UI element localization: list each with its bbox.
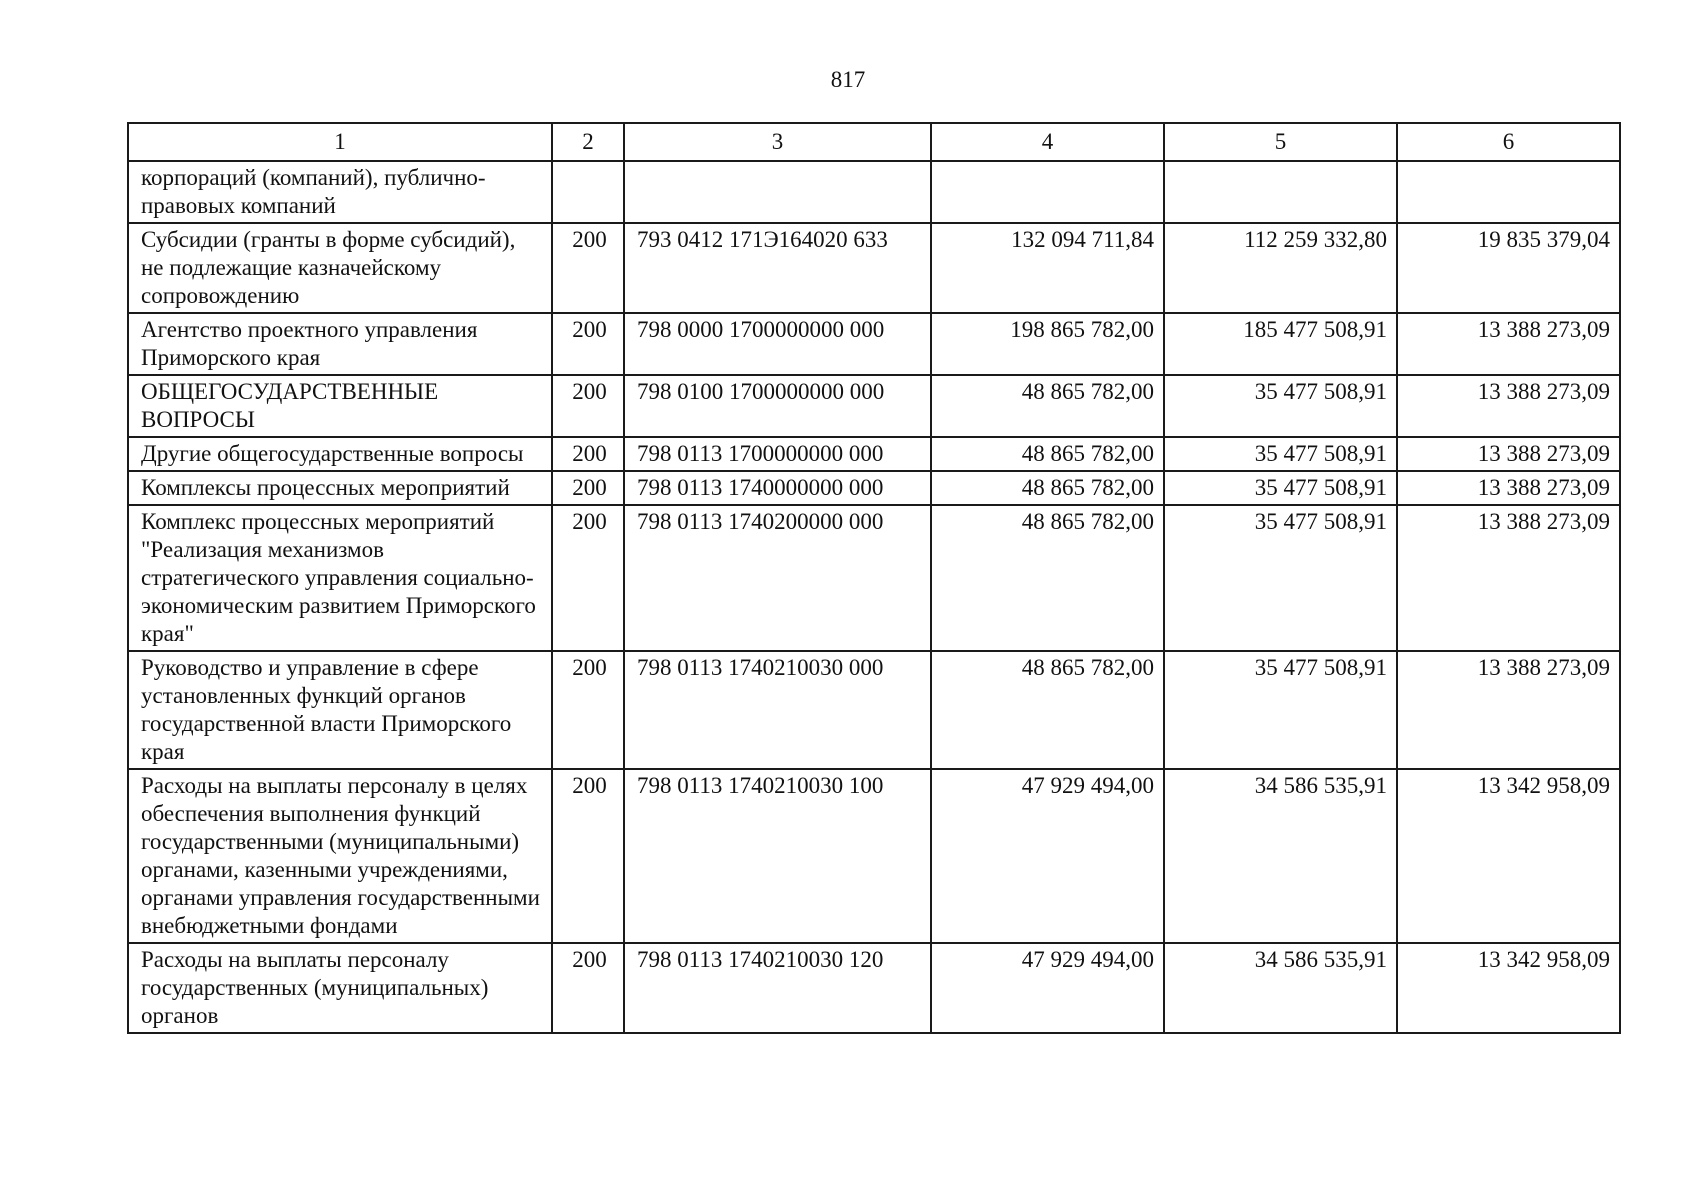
header-cell: 1 (128, 123, 552, 161)
table-row (128, 313, 1620, 375)
row-remaining: 13 388 273,09 (1397, 471, 1620, 505)
row-planned: 47 929 494,00 (931, 943, 1164, 1033)
row-planned: 47 929 494,00 (931, 769, 1164, 943)
row-name: ОБЩЕГОСУДАРСТВЕННЫЕ ВОПРОСЫ (128, 375, 552, 437)
row-indicator: 200 (552, 769, 624, 943)
header-cell: 6 (1397, 123, 1620, 161)
row-code: 798 0113 1740210030 100 (624, 769, 931, 943)
row-code: 798 0113 1740210030 120 (624, 943, 931, 1033)
row-executed: 34 586 535,91 (1164, 769, 1397, 943)
row-name: Агентство проектного управления Приморского края (128, 313, 552, 375)
table-row (128, 471, 1620, 505)
row-executed: 35 477 508,91 (1164, 505, 1397, 651)
row-name: Другие общегосударственные вопросы (128, 437, 552, 471)
row-executed: 35 477 508,91 (1164, 471, 1397, 505)
page-number: 817 (830, 67, 866, 92)
row-planned: 48 865 782,00 (931, 471, 1164, 505)
row-executed: 34 586 535,91 (1164, 943, 1397, 1033)
table-row (128, 161, 1620, 223)
row-executed: 185 477 508,91 (1164, 313, 1397, 375)
row-planned (931, 161, 1164, 223)
table-row (128, 651, 1620, 769)
row-name: Комплексы процессных мероприятий (128, 471, 552, 505)
row-remaining: 13 342 958,09 (1397, 769, 1620, 943)
row-indicator: 200 (552, 651, 624, 769)
row-planned: 48 865 782,00 (931, 651, 1164, 769)
row-indicator: 200 (552, 313, 624, 375)
row-name: Комплекс процессных мероприятий "Реализация механизмов стратегического управления социально-экономическим развитием Приморского края" (128, 505, 552, 651)
row-indicator: 200 (552, 437, 624, 471)
row-code: 798 0100 1700000000 000 (624, 375, 931, 437)
row-name: Расходы на выплаты персоналу государственных (муниципальных) органов (128, 943, 552, 1033)
row-remaining (1397, 161, 1620, 223)
header-cell: 5 (1164, 123, 1397, 161)
table-row (128, 437, 1620, 471)
row-name: Субсидии (гранты в форме субсидий), не подлежащие казначейскому сопровождению (128, 223, 552, 313)
row-planned: 198 865 782,00 (931, 313, 1164, 375)
row-executed (1164, 161, 1397, 223)
row-indicator: 200 (552, 375, 624, 437)
row-name: Расходы на выплаты персоналу в целях обеспечения выполнения функций государственными (муниципальными) органами, казенными учреждениями, органами управления государственными внебюджетными фондами (128, 769, 552, 943)
row-planned: 48 865 782,00 (931, 437, 1164, 471)
row-code (624, 161, 931, 223)
table-row (128, 223, 1620, 313)
header-cell: 3 (624, 123, 931, 161)
row-executed: 112 259 332,80 (1164, 223, 1397, 313)
row-code: 793 0412 171Э164020 633 (624, 223, 931, 313)
header-cell: 2 (552, 123, 624, 161)
row-remaining: 13 342 958,09 (1397, 943, 1620, 1033)
header-row (128, 123, 1620, 161)
row-indicator: 200 (552, 223, 624, 313)
row-code: 798 0113 1740200000 000 (624, 505, 931, 651)
header-cell: 4 (931, 123, 1164, 161)
row-code: 798 0113 1700000000 000 (624, 437, 931, 471)
table-row (128, 769, 1620, 943)
row-indicator: 200 (552, 943, 624, 1033)
table-row (128, 505, 1620, 651)
row-indicator: 200 (552, 505, 624, 651)
row-remaining: 13 388 273,09 (1397, 437, 1620, 471)
table-row (128, 375, 1620, 437)
row-code: 798 0113 1740000000 000 (624, 471, 931, 505)
row-code: 798 0113 1740210030 000 (624, 651, 931, 769)
row-planned: 48 865 782,00 (931, 375, 1164, 437)
table-row (128, 943, 1620, 1033)
row-remaining: 13 388 273,09 (1397, 313, 1620, 375)
row-remaining: 19 835 379,04 (1397, 223, 1620, 313)
row-name: корпораций (компаний), публично-правовых компаний (128, 161, 552, 223)
row-remaining: 13 388 273,09 (1397, 375, 1620, 437)
row-remaining: 13 388 273,09 (1397, 505, 1620, 651)
row-indicator (552, 161, 624, 223)
row-indicator: 200 (552, 471, 624, 505)
row-executed: 35 477 508,91 (1164, 651, 1397, 769)
row-code: 798 0000 1700000000 000 (624, 313, 931, 375)
row-planned: 132 094 711,84 (931, 223, 1164, 313)
row-name: Руководство и управление в сфере установленных функций органов государственной власти Приморского края (128, 651, 552, 769)
row-executed: 35 477 508,91 (1164, 375, 1397, 437)
row-executed: 35 477 508,91 (1164, 437, 1397, 471)
row-planned: 48 865 782,00 (931, 505, 1164, 651)
budget-table (127, 122, 1621, 1034)
row-remaining: 13 388 273,09 (1397, 651, 1620, 769)
